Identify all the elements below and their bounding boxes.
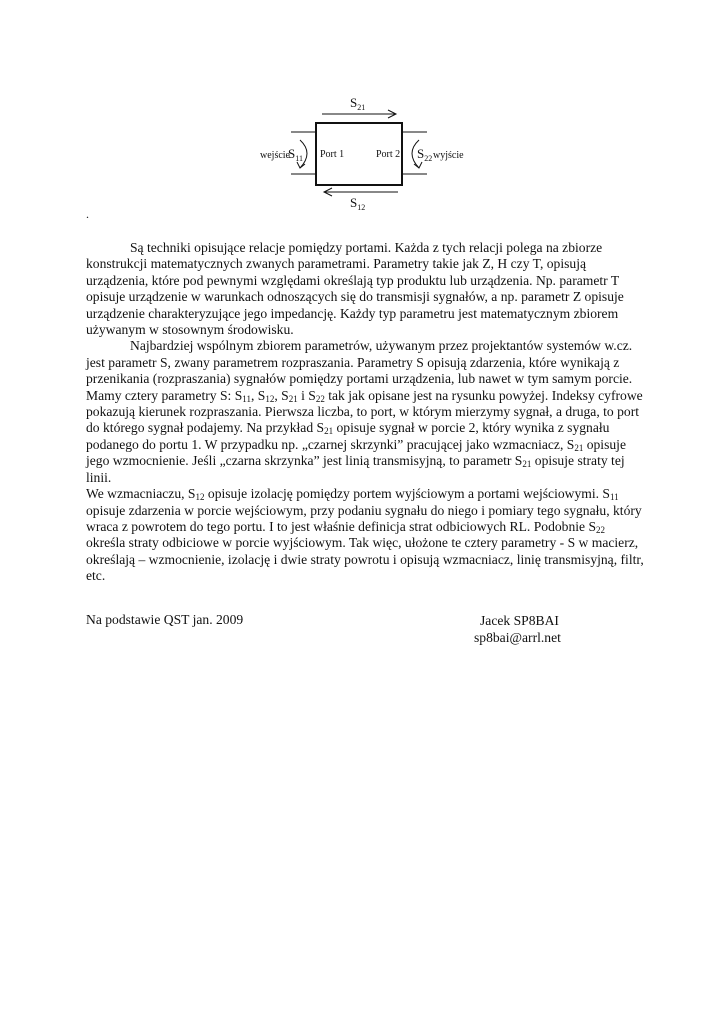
paragraph: We wzmacniaczu, $S_{12}$ opisuje izolację pomiędzy portem wyjściowym a portami wejściowymi. $S_{11}$ opisuje zdarzenia w porcie wejściowym, przy podaniu sygnału do niego i pomiary tego sygnału, który wraca z powrotem do tego portu. I to jest właśnie definicja strat odbiciowych RL. Podobnie $S_{22}$ określa straty odbiciowe w porcie wyjściowym. Tak więc, ułożone te cztery parametry - S w macierz, określają – wzmocnienie, izolację i dwie straty powrotu i opisują wzmacniacz, linię transmisyjną, filtr, etc.: [86, 486, 644, 584]
paragraph: Są techniki opisujące relacje pomiędzy portami. Każda z tych relacji polega na zbiorze konstrukcji matematycznych zwanych parametrami. Parametry takie jak Z, H czy T, opisują urządzenia, które pod pewnymi względami określają typ produktu lub urządzenia. Np. parametr T opisuje urządzenie w warunkach odnoszących się do transmisji sygnałów, a np. parametr Z opisuje urządzenie charakteryzujące jego impedancję. Każdy typ parametru jest matematycznym zbiorem używanym w stosownym środowisku.: [86, 240, 624, 338]
article-body: [86, 240, 646, 585]
s11-label: $S_{11}$: [288, 146, 303, 163]
subscript-index: 21: [522, 459, 532, 470]
subscript-index: 11: [242, 393, 251, 404]
source-note: Na podstawie QST jan. 2009: [86, 612, 244, 627]
subscript-index: 11: [609, 492, 619, 503]
s21-label: $S_{21}$: [350, 95, 366, 112]
input-label: wejście: [260, 150, 290, 161]
two-port-diagram: [0, 0, 724, 230]
author-name: Jacek SP8BAI: [480, 613, 559, 628]
port2-label: Port 2: [376, 149, 401, 160]
subscript-index: 12: [265, 393, 275, 404]
subscript-index: 22: [315, 393, 325, 404]
author-email: sp8bai@arrl.net: [474, 630, 561, 645]
s22-label: $S_{22}$: [417, 146, 433, 163]
subscript-index: 12: [195, 492, 205, 503]
subscript-index: 22: [596, 524, 606, 535]
output-label: wyjście: [433, 150, 464, 161]
subscript-index: 21: [574, 442, 584, 453]
s12-label: $S_{12}$: [350, 195, 366, 212]
subscript-index: 21: [288, 393, 298, 404]
stray-dot: .: [86, 207, 89, 221]
subscript-index: 21: [324, 426, 334, 437]
author-signature: [474, 612, 561, 646]
paragraph: Najbardziej wspólnym zbiorem parametrów, używanym przez projektantów systemów w.cz. jest parametr S, zwany parametrem rozpraszania. Parametry S opisują zdarzenia, które wynikają z przenikania (rozpraszania) sygnałów pomiędzy portami urządzenia, lub nawet w tym samym porcie. Mamy cztery parametry S: $S_{11}$, $S_{12}$, $S_{21}$ i $S_{22}$ tak jak opisane jest na rysunku powyżej. Indeksy cyfrowe pokazują kierunek rozpraszania. Pierwsza liczba, to port, w którym mierzymy sygnał, a druga, to port do którego sygnał podajemy. Na przykład $S_{21}$ opisuje sygnał w porcie 2, który wynika z sygnału podanego do portu 1. W przypadku np. „czarnej skrzynki” pracującej jako wzmacniacz, $S_{21}$ opisuje jego wzmocnienie. Jeśli „czarna skrzynka” jest linią transmisyjną, to parametr $S_{21}$ opisuje straty tej linii.: [86, 338, 643, 485]
port1-label: Port 1: [320, 149, 345, 160]
